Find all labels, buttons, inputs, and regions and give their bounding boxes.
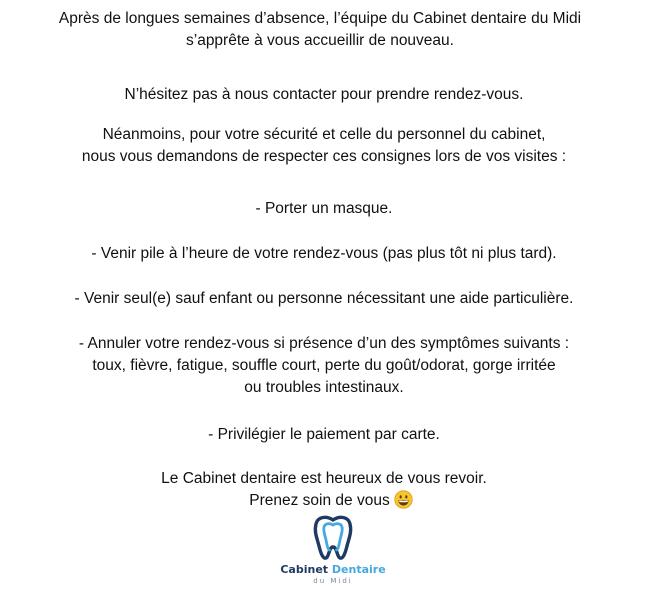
instructions-paragraph <box>0 124 648 168</box>
rule-mask <box>0 198 648 220</box>
rule-on-time <box>0 243 648 265</box>
intro-paragraph <box>0 8 640 52</box>
logo-word-cabinet: Cabinet <box>280 563 329 576</box>
rule-cancel-line-3: ou troubles intestinaux. <box>244 379 404 396</box>
logo-subtitle: du Midi <box>313 577 353 585</box>
contact-paragraph <box>0 84 648 106</box>
intro-line-1: Après de longues semaines d’absence, l’équipe du Cabinet dentaire du Midi <box>58 10 582 27</box>
logo-word-dentaire: Dentaire <box>331 563 386 576</box>
rule-card-payment-text: - Privilégier le paiement par carte. <box>208 426 440 443</box>
closing-line-2-text: Prenez soin de vous <box>249 492 390 509</box>
rule-mask-text: - Porter un masque. <box>255 200 393 217</box>
rule-card-payment <box>0 424 648 446</box>
instructions-line-1: Néanmoins, pour votre sécurité et celle du personnel du cabinet, <box>102 126 546 143</box>
cabinet-dentaire-logo <box>273 514 393 590</box>
rule-alone <box>0 288 648 310</box>
rule-on-time-text: - Venir pile à l’heure de votre rendez-vous (pas plus tôt ni plus tard). <box>91 245 557 262</box>
instructions-line-2: nous vous demandons de respecter ces consignes lors de vos visites : <box>81 148 567 165</box>
rule-cancel <box>0 333 648 399</box>
rule-cancel-line-2: toux, fièvre, fatigue, souffle court, perte du goût/odorat, gorge irritée <box>92 357 556 374</box>
intro-line-2: s’apprête à vous accueillir de nouveau. <box>186 32 454 49</box>
rule-cancel-line-1: - Annuler votre rendez-vous si présence d’un des symptômes suivants : <box>78 335 570 352</box>
closing-line-1: Le Cabinet dentaire est heureux de vous revoir. <box>161 470 487 487</box>
logo-wordmark <box>273 564 393 576</box>
grinning-face-emoji-icon <box>394 490 413 509</box>
tooth-icon <box>311 514 355 562</box>
closing-paragraph <box>0 468 648 512</box>
closing-line-2 <box>0 490 648 512</box>
rule-alone-text: - Venir seul(e) sauf enfant ou personne nécessitant une aide particulière. <box>74 290 574 307</box>
contact-line: N’hésitez pas à nous contacter pour prendre rendez-vous. <box>124 86 524 103</box>
